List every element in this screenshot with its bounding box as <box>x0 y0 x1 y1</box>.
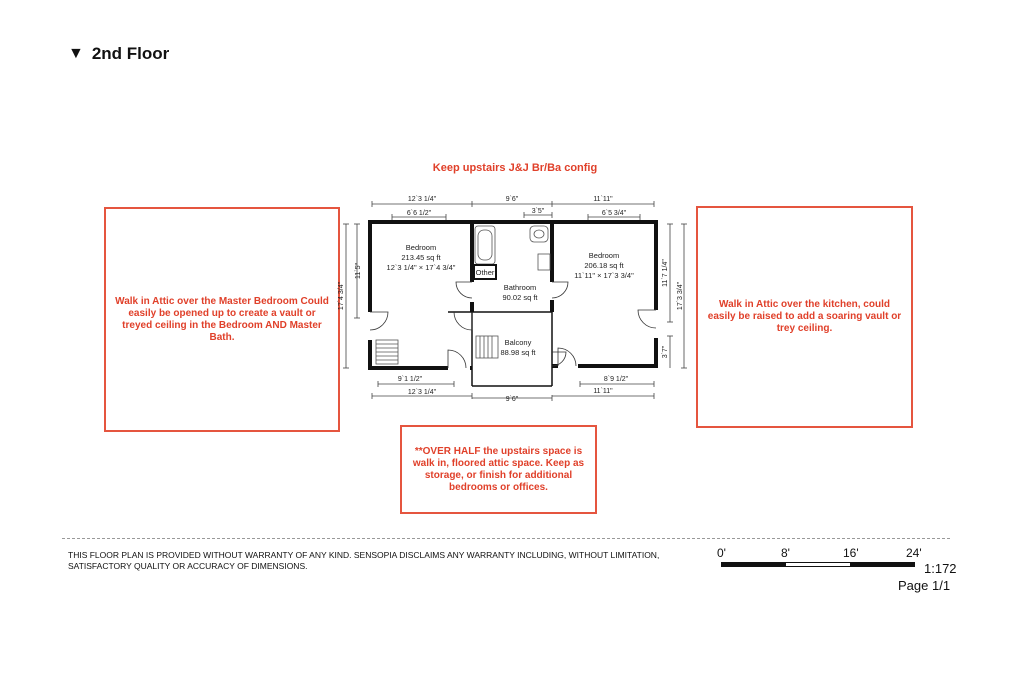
bedroom-right-dims: 11`11" × 17`3 3/4" <box>574 271 634 280</box>
dim-top-mid-outer: 9`6" <box>505 196 519 203</box>
scale-label-8: 8' <box>781 546 790 560</box>
dim-top-mid-inner: 3`5" <box>531 208 545 215</box>
scale-label-0: 0' <box>717 546 726 560</box>
dim-bottom-right-inner: 8`9 1/2" <box>603 376 629 383</box>
balcony-area: 88.98 sq ft <box>500 348 536 357</box>
note-bottom-text: **OVER HALF the upstairs space is walk in, floored attic space. Keep as storage, or finish for additional bedrooms or offices. <box>412 445 585 493</box>
dim-top-right-inner: 6`5 3/4" <box>601 210 627 217</box>
other-name: Other <box>475 268 495 277</box>
note-left-text: Walk in Attic over the Master Bedroom Could easily be opened up to create a vault or treyed ceiling in the Bedroom AND Master Bath. <box>115 295 329 343</box>
dim-right-outer: 17`3 3/4" <box>677 281 684 311</box>
scale-bar <box>721 562 915 567</box>
bedroom-left-area: 213.45 sq ft <box>401 253 441 262</box>
dim-right-lower: 3`7" <box>662 345 669 359</box>
note-right-text: Walk in Attic over the kitchen, could easily be raised to add a soaring vault or trey ceiling. <box>707 299 902 334</box>
dim-bottom-mid: 9`6" <box>505 396 519 403</box>
stairs <box>376 336 498 364</box>
footer-divider <box>62 538 950 539</box>
dim-top-left-inner: 6`6 1/2" <box>406 210 432 217</box>
dim-left-inner: 11`5" <box>355 263 362 279</box>
dim-left-outer: 17`4 3/4" <box>338 281 345 311</box>
bathtub <box>475 226 495 264</box>
dim-bottom-right-outer: 11`11" <box>593 388 613 395</box>
scale-ratio: 1:172 <box>924 561 957 576</box>
toilet-sink <box>530 226 550 270</box>
bedroom-left-name: Bedroom <box>405 243 437 252</box>
scale-label-16: 16' <box>843 546 859 560</box>
bedroom-right-name: Bedroom <box>588 251 620 260</box>
bathroom-area: 90.02 sq ft <box>502 293 538 302</box>
disclaimer-text: THIS FLOOR PLAN IS PROVIDED WITHOUT WARRANTY OF ANY KIND. SENSOPIA DISCLAIMS ANY WARRANTY INCLUDING, WITHOUT LIMITATION, SATISFACTORY QUALITY OR ACCURACY OF DIMENSIONS. <box>68 550 660 571</box>
dim-bottom-left-outer: 12`3 1/4" <box>407 389 437 396</box>
bedroom-right-area: 206.18 sq ft <box>584 261 624 270</box>
dim-top-right-outer: 11`11" <box>593 196 613 203</box>
dim-right-inner: 11`7 1/4" <box>662 259 669 287</box>
scale-label-24: 24' <box>906 546 922 560</box>
balcony-name: Balcony <box>504 338 532 347</box>
bathroom-name: Bathroom <box>503 283 537 292</box>
annotation-title: Keep upstairs J&J Br/Ba config <box>432 162 598 174</box>
floor-title: 2nd Floor <box>91 44 170 63</box>
dim-top-left-outer: 12`3 1/4" <box>407 196 437 203</box>
page-number: Page 1/1 <box>898 578 951 593</box>
triangle-down-icon: ▼ <box>68 45 84 62</box>
room-labels <box>387 243 635 357</box>
dim-bottom-left-inner: 9`1 1/2" <box>397 376 423 383</box>
bedroom-left-dims: 12`3 1/4" × 17`4 3/4" <box>386 263 456 272</box>
